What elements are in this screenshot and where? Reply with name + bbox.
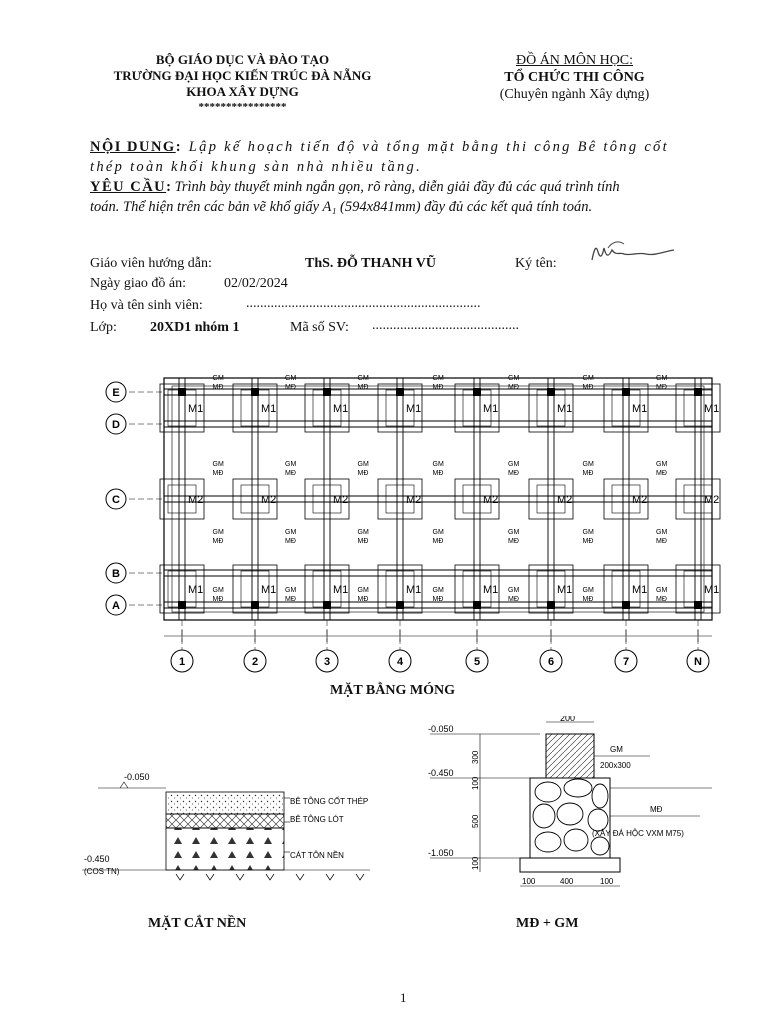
- gm-label: GM: [357, 461, 369, 468]
- gm-label: GM: [357, 529, 369, 536]
- row-axis-label: E: [112, 387, 120, 399]
- md-label: MĐ: [285, 538, 296, 545]
- md-note: (XÂY ĐÁ HỘC VXM M75): [592, 829, 684, 838]
- gm-label: GM: [508, 529, 520, 536]
- md-level1: -0.050: [428, 724, 454, 734]
- md-label: MĐ: [212, 470, 224, 477]
- nen-level-bottom: -0.450: [84, 854, 110, 864]
- gm-label: GM: [508, 461, 520, 468]
- course-name: TỔ CHỨC THI CÔNG: [504, 70, 645, 85]
- column-mark: [251, 388, 259, 396]
- gm-label: GM: [432, 529, 444, 536]
- footing-label: M1: [261, 584, 277, 596]
- md-label: MĐ: [357, 596, 369, 603]
- gm-label: GM: [582, 375, 594, 382]
- gm-label: GM: [582, 461, 594, 468]
- footing-label: M1: [483, 403, 499, 415]
- md-label: MĐ: [656, 538, 667, 545]
- footing-label: M2: [333, 494, 349, 506]
- md-caption: MĐ + GM: [516, 916, 579, 931]
- section-md-drawing: [420, 716, 720, 900]
- gm-label: GM: [357, 375, 369, 382]
- gm-label: GM: [582, 529, 594, 536]
- column-mark: [396, 388, 404, 396]
- gm-label: GM: [285, 587, 297, 594]
- layer-cat: CÁT TÔN NỀN: [290, 851, 344, 860]
- md-label: MĐ: [432, 596, 444, 603]
- md-label: MĐ: [508, 596, 519, 603]
- gm-label: GM: [508, 587, 520, 594]
- footing-label: M1: [188, 403, 204, 415]
- ministry-name: BỘ GIÁO DỤC VÀ ĐÀO TẠO: [155, 52, 330, 67]
- nen-caption: MẶT CẮT NỀN: [148, 916, 247, 931]
- md-label: MĐ: [582, 470, 594, 477]
- yeu-cau-text1: Trình bày thuyết minh ngắn gọn, rõ ràng, diễn giải đầy đủ các quá trình tính: [174, 179, 620, 195]
- ngay-label: Ngày giao đồ án:: [90, 276, 187, 291]
- masv-dots: ..........................................: [372, 318, 519, 333]
- gm-label: GM: [212, 375, 224, 382]
- footing-label: M1: [704, 584, 720, 596]
- ngay-value: 02/02/2024: [224, 276, 288, 291]
- footing-label: M1: [261, 403, 277, 415]
- column-mark: [547, 388, 555, 396]
- md-label: MĐ: [582, 596, 594, 603]
- row-axis-label: B: [112, 568, 120, 580]
- col-axis-label: 1: [178, 656, 186, 668]
- column-mark: [396, 601, 404, 609]
- signature: [588, 236, 688, 270]
- md-label: MĐ: [582, 538, 594, 545]
- md-dim-300: 300: [471, 750, 480, 764]
- row-axis-label: C: [112, 494, 120, 506]
- gm-label: GM: [656, 529, 668, 536]
- column-mark: [473, 388, 481, 396]
- md-label: MĐ: [432, 384, 444, 391]
- col-axis-label: 6: [547, 656, 555, 668]
- column-mark: [694, 601, 702, 609]
- md-dim-500: 500: [471, 814, 480, 828]
- column-mark: [473, 601, 481, 609]
- md-label: MĐ: [212, 596, 224, 603]
- plan-outline: [164, 378, 712, 620]
- md-label: MĐ: [582, 384, 594, 391]
- header-stars: ****************: [198, 101, 287, 113]
- column-mark: [178, 388, 186, 396]
- md-label: MĐ: [656, 470, 667, 477]
- md-label: MĐ: [285, 596, 296, 603]
- footing-label: M2: [704, 494, 720, 506]
- school-header: [80, 52, 405, 114]
- col-axis-label: N: [694, 656, 702, 668]
- footing-label: M1: [704, 403, 720, 415]
- footing-label: M2: [483, 494, 499, 506]
- gv-name: ThS. ĐỖ THANH VŨ: [305, 256, 436, 271]
- column-mark: [694, 388, 702, 396]
- md-label: MĐ: [656, 384, 667, 391]
- noi-dung-text1: Lập kế hoạch tiến độ và tổng mặt bằng thi công Bê tông cốt: [188, 139, 669, 155]
- yeu-cau-line2: [90, 197, 718, 217]
- column-mark: [547, 601, 555, 609]
- md-dim-left: 100: [522, 877, 536, 886]
- col-axis-label: 3: [323, 656, 331, 668]
- gm-label: GM: [656, 587, 668, 594]
- nen-level-note: (COS TN): [84, 867, 120, 876]
- col-axis-label: 5: [473, 656, 481, 668]
- footing-label: M1: [632, 403, 648, 415]
- yeu-cau-text2: toán. Thể hiện trên các bản vẽ khổ giấy A₁ (594x841mm) đầy đủ các kết quả tính toán.: [90, 199, 593, 215]
- footing-label: M1: [188, 584, 204, 596]
- footing-label: M1: [483, 584, 499, 596]
- ky-ten-label: Ký tên:: [515, 256, 557, 271]
- column-mark: [251, 601, 259, 609]
- page-number: 1: [400, 990, 407, 1005]
- gm-label: GM: [432, 587, 444, 594]
- footing-label: M1: [632, 584, 648, 596]
- md-level2: -0.450: [428, 768, 454, 778]
- column-mark: [323, 601, 331, 609]
- md-label: MĐ: [656, 596, 667, 603]
- column-mark: [323, 388, 331, 396]
- gm-label: GM: [285, 461, 297, 468]
- lop-label: Lớp:: [90, 320, 117, 335]
- gm-label: GM: [432, 461, 444, 468]
- gm-label: GM: [212, 461, 224, 468]
- column-mark: [622, 601, 630, 609]
- md-dim-top: 200: [560, 716, 576, 723]
- footing-label: M1: [333, 584, 349, 596]
- gm-label: GM: [432, 375, 444, 382]
- row-axis-label: D: [112, 419, 120, 431]
- md-label: MĐ: [212, 384, 224, 391]
- footing-label: M2: [557, 494, 573, 506]
- assignment-content: [90, 137, 718, 217]
- column-mark: [178, 601, 186, 609]
- md-label: MĐ: [285, 470, 296, 477]
- md-label: MĐ: [508, 384, 519, 391]
- sv-dots: ...................................................................: [246, 296, 481, 311]
- md-label: MĐ: [285, 384, 296, 391]
- project-header: [462, 52, 687, 103]
- layer-btlot: BÊ TÔNG LÓT: [290, 815, 344, 824]
- md-dim-right: 100: [600, 877, 614, 886]
- md-label: MĐ: [357, 470, 369, 477]
- gm-label: GM: [285, 375, 297, 382]
- footing-label: M2: [632, 494, 648, 506]
- md-label: MĐ: [650, 805, 663, 814]
- noi-dung-line2: [90, 157, 718, 177]
- gm-size: 200x300: [600, 761, 631, 770]
- noi-dung-text2: thép toàn khối khung sàn nhà nhiều tầng.: [90, 159, 423, 175]
- specialty: (Chuyên ngành Xây dựng): [499, 87, 650, 102]
- footing-label: M1: [406, 584, 422, 596]
- lop-value: 20XD1 nhóm 1: [150, 320, 240, 335]
- footing-label: M2: [188, 494, 204, 506]
- footing-label: M2: [261, 494, 277, 506]
- gm-label: GM: [582, 587, 594, 594]
- footing-label: M1: [557, 584, 573, 596]
- col-axis-label: 2: [251, 656, 259, 668]
- gm-label: GM: [610, 745, 623, 754]
- foundation-plan: [90, 358, 730, 678]
- layer-btct: BÊ TÔNG CỐT THÉP: [290, 797, 369, 806]
- md-dim-100b: 100: [471, 856, 480, 870]
- project-type: ĐỒ ÁN MÔN HỌC:: [515, 53, 634, 68]
- md-dim-100a: 100: [471, 776, 480, 790]
- section-nen-drawing: [80, 764, 400, 884]
- gm-label: GM: [212, 587, 224, 594]
- footing-label: M2: [406, 494, 422, 506]
- footing-label: M1: [406, 403, 422, 415]
- university-name: TRƯỜNG ĐẠI HỌC KIẾN TRÚC ĐÀ NẴNG: [113, 68, 372, 83]
- footing-label: M1: [557, 403, 573, 415]
- noi-dung-line1: NỘI DUNG: Lập kế hoạch tiến độ và tổng mặt bằng thi công Bê tông cốt: [90, 139, 669, 155]
- col-axis-label: 4: [396, 656, 404, 668]
- md-label: MĐ: [432, 470, 444, 477]
- gv-label: Giáo viên hướng dẫn:: [90, 256, 212, 271]
- yeu-cau-line1: YÊU CẦU: Trình bày thuyết minh ngắn gọn, rõ ràng, diễn giải đầy đủ các quá trình tính: [90, 179, 620, 195]
- md-label: MĐ: [432, 538, 444, 545]
- sv-label: Họ và tên sinh viên:: [90, 298, 203, 313]
- masv-label: Mã số SV:: [290, 320, 349, 335]
- md-label: MĐ: [508, 470, 519, 477]
- md-label: MĐ: [508, 538, 519, 545]
- nen-level-top: -0.050: [124, 772, 150, 782]
- yeu-cau-label: YÊU CẦU: [90, 179, 167, 195]
- footing-label: M1: [333, 403, 349, 415]
- gm-label: GM: [656, 375, 668, 382]
- plan-caption: MẶT BẰNG MÓNG: [330, 683, 455, 698]
- md-dim-mid: 400: [560, 877, 574, 886]
- col-axis-label: 7: [622, 656, 630, 668]
- md-label: MĐ: [357, 384, 369, 391]
- noi-dung-label: NỘI DUNG: [90, 139, 176, 155]
- faculty-name: KHOA XÂY DỰNG: [186, 84, 299, 99]
- md-level3: -1.050: [428, 848, 454, 858]
- md-label: MĐ: [357, 538, 369, 545]
- gm-label: GM: [508, 375, 520, 382]
- column-mark: [622, 388, 630, 396]
- gm-label: GM: [285, 529, 297, 536]
- md-label: MĐ: [212, 538, 224, 545]
- gm-label: GM: [212, 529, 224, 536]
- row-axis-label: A: [112, 600, 120, 612]
- gm-label: GM: [656, 461, 668, 468]
- gm-label: GM: [357, 587, 369, 594]
